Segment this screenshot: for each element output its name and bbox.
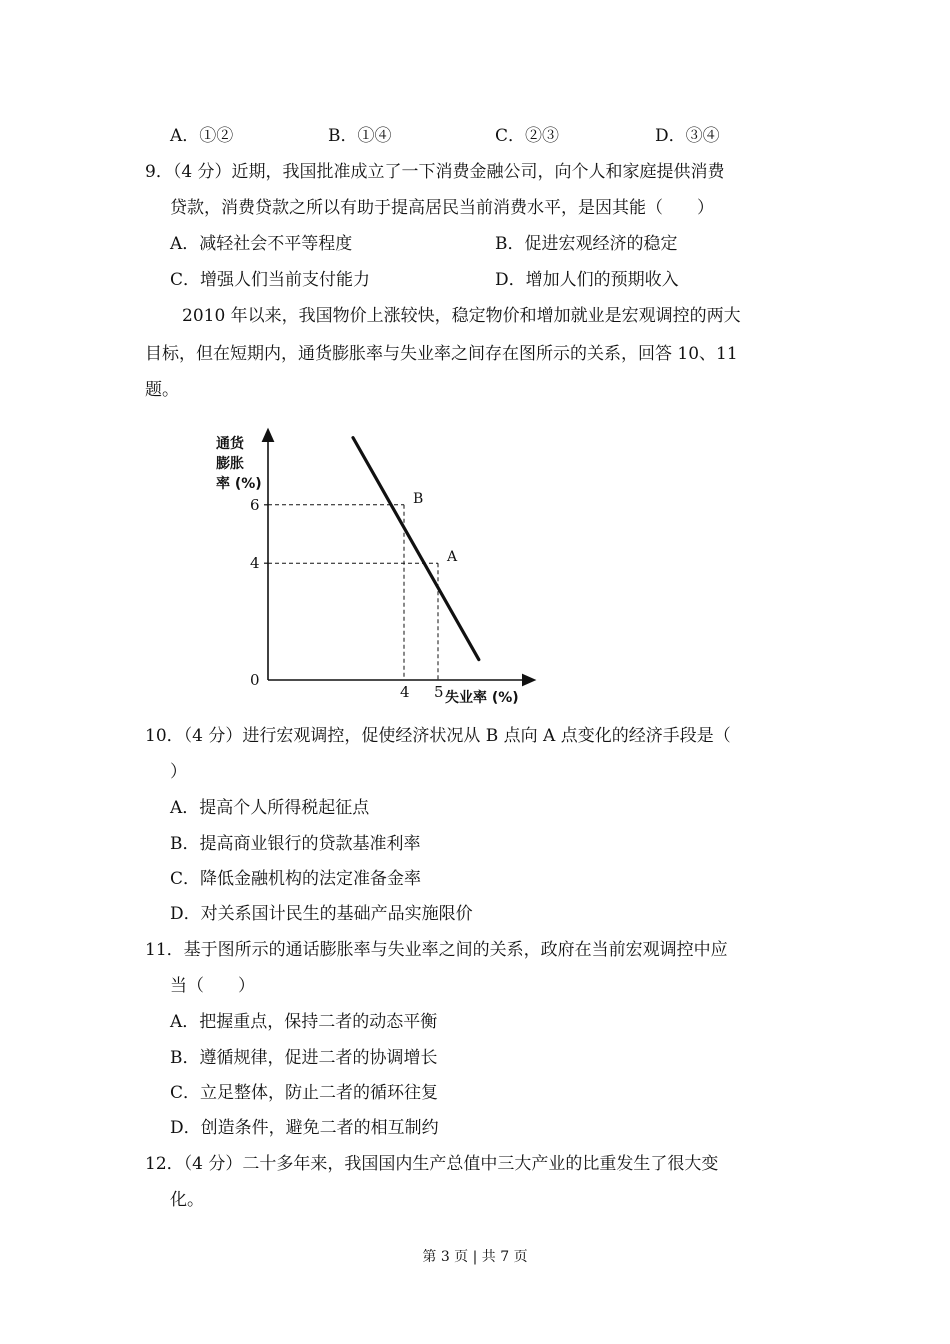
q11-option-d: D．创造条件，避免二者的相互制约 — [170, 1118, 439, 1138]
q9-stem-line1: 9．（4 分）近期，我国批准成立了一下消费金融公司，向个人和家庭提供消费 — [145, 162, 725, 182]
q10-option-c: C．降低金融机构的法定准备金率 — [170, 869, 422, 889]
q10-option-d: D．对关系国计民生的基础产品实施限价 — [170, 904, 473, 924]
prev-option-b: B．①④ — [328, 126, 392, 146]
x-tick-a: 5 — [434, 683, 444, 701]
q11-stem-line1: 11．基于图所示的通话膨胀率与失业率之间的关系，政府在当前宏观调控中应 — [145, 940, 728, 960]
y-axis-label-line3: 率 (%) — [216, 476, 262, 492]
intro-line2: 目标，但在短期内，通货膨胀率与失业率之间存在图所示的关系，回答 10、11 — [145, 344, 738, 364]
q9-option-c: C．增强人们当前支付能力 — [170, 270, 371, 290]
q9-option-a: A．减轻社会不平等程度 — [170, 234, 353, 254]
y-axis-label-line2: 膨胀 — [216, 456, 244, 472]
point-label-a: A — [447, 549, 458, 566]
q11-option-c: C．立足整体，防止二者的循环往复 — [170, 1083, 439, 1103]
phillips-curve-chart — [200, 420, 540, 710]
q12-stem-line2: 化。 — [170, 1190, 204, 1210]
q11-stem-line2: 当（ ） — [170, 976, 255, 996]
q9-stem-line2: 贷款，消费贷款之所以有助于提高居民当前消费水平，是因其能（ ） — [170, 198, 714, 218]
origin-label: 0 — [250, 671, 260, 689]
page-footer: 第 3 页 | 共 7 页 — [422, 1249, 528, 1265]
intro-line1: 2010 年以来，我国物价上涨较快，稳定物价和增加就业是宏观调控的两大 — [182, 306, 741, 326]
curve-line — [353, 438, 479, 660]
q10-stem-line1: 10．（4 分）进行宏观调控，促使经济状况从 B 点向 A 点变化的经济手段是（ — [145, 726, 731, 746]
x-axis-label: 失业率 (%) — [445, 690, 519, 706]
x-tick-b: 4 — [400, 683, 410, 701]
intro-line3: 题。 — [145, 380, 179, 400]
y-axis-label-line1: 通货 — [216, 436, 244, 452]
y-tick-b: 6 — [250, 495, 260, 514]
q12-stem-line1: 12．（4 分）二十多年来，我国国内生产总值中三大产业的比重发生了很大变 — [145, 1154, 719, 1174]
point-label-b: B — [413, 490, 424, 507]
q10-stem-line2: ） — [170, 762, 187, 782]
q9-option-d: D．增加人们的预期收入 — [495, 270, 679, 290]
prev-option-a: A．①② — [170, 126, 234, 146]
q11-option-a: A．把握重点，保持二者的动态平衡 — [170, 1012, 438, 1032]
q10-option-a: A．提高个人所得税起征点 — [170, 798, 370, 818]
prev-option-c: C．②③ — [495, 126, 560, 146]
q11-option-b: B．遵循规律，促进二者的协调增长 — [170, 1048, 438, 1068]
y-tick-a: 4 — [250, 554, 260, 573]
q10-option-b: B．提高商业银行的贷款基准利率 — [170, 834, 421, 854]
q9-option-b: B．促进宏观经济的稳定 — [495, 234, 678, 254]
prev-option-d: D．③④ — [655, 126, 720, 146]
